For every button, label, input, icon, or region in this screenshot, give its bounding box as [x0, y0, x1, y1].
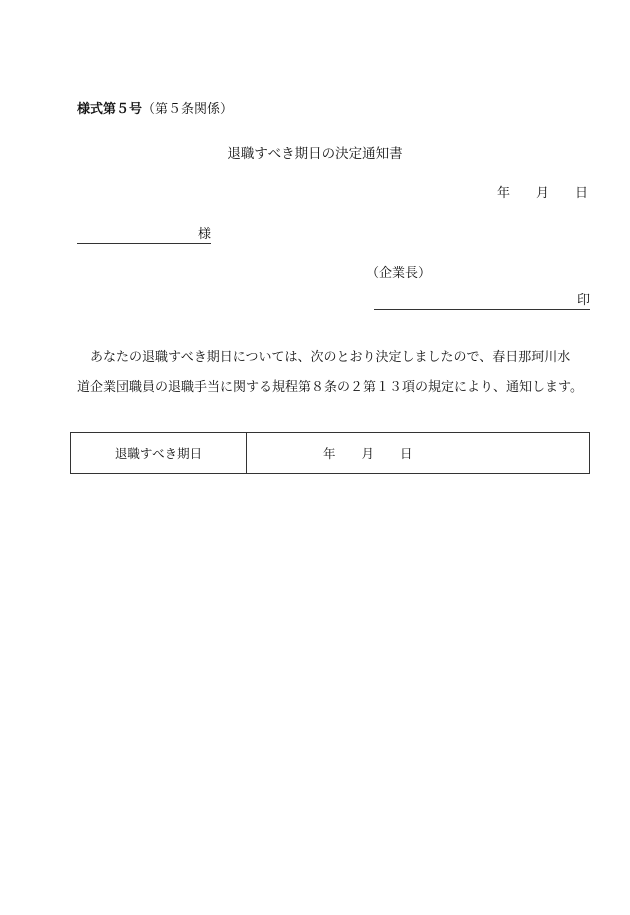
seal-label: 印 — [576, 293, 590, 308]
form-number — [77, 98, 233, 117]
retirement-date-label: 退職すべき期日 — [114, 446, 203, 461]
retirement-day-label: 日 — [400, 446, 413, 461]
notice-body-line-2: 道企業団職員の退職手当に関する規程第８条の２第１３項の規定により、通知します。 — [77, 380, 583, 395]
retirement-date-label-cell — [71, 433, 247, 473]
retirement-date-value-cell — [247, 433, 589, 473]
form-relation: （第５条関係） — [142, 102, 234, 117]
retirement-month-label: 月 — [361, 446, 375, 461]
issue-day-label: 日 — [574, 186, 588, 201]
issue-month-label: 月 — [535, 186, 549, 201]
notice-body — [77, 343, 607, 403]
issuer-signature-line — [374, 289, 590, 310]
issue-year-label: 年 — [496, 186, 510, 201]
issue-date — [497, 182, 588, 201]
notice-body-line-1: あなたの退職すべき期日については、次のとおり決定しましたので、春日那珂川水 — [90, 350, 571, 365]
issuer-label: （企業長） — [366, 266, 432, 281]
retirement-year-label: 年 — [323, 446, 336, 461]
recipient-suffix: 様 — [197, 227, 211, 242]
document-title: 退職すべき期日の決定通知書 — [227, 146, 403, 162]
form-number-label: 様式第５号 — [77, 102, 143, 117]
recipient-line — [77, 223, 211, 244]
retirement-date-table — [70, 432, 590, 474]
